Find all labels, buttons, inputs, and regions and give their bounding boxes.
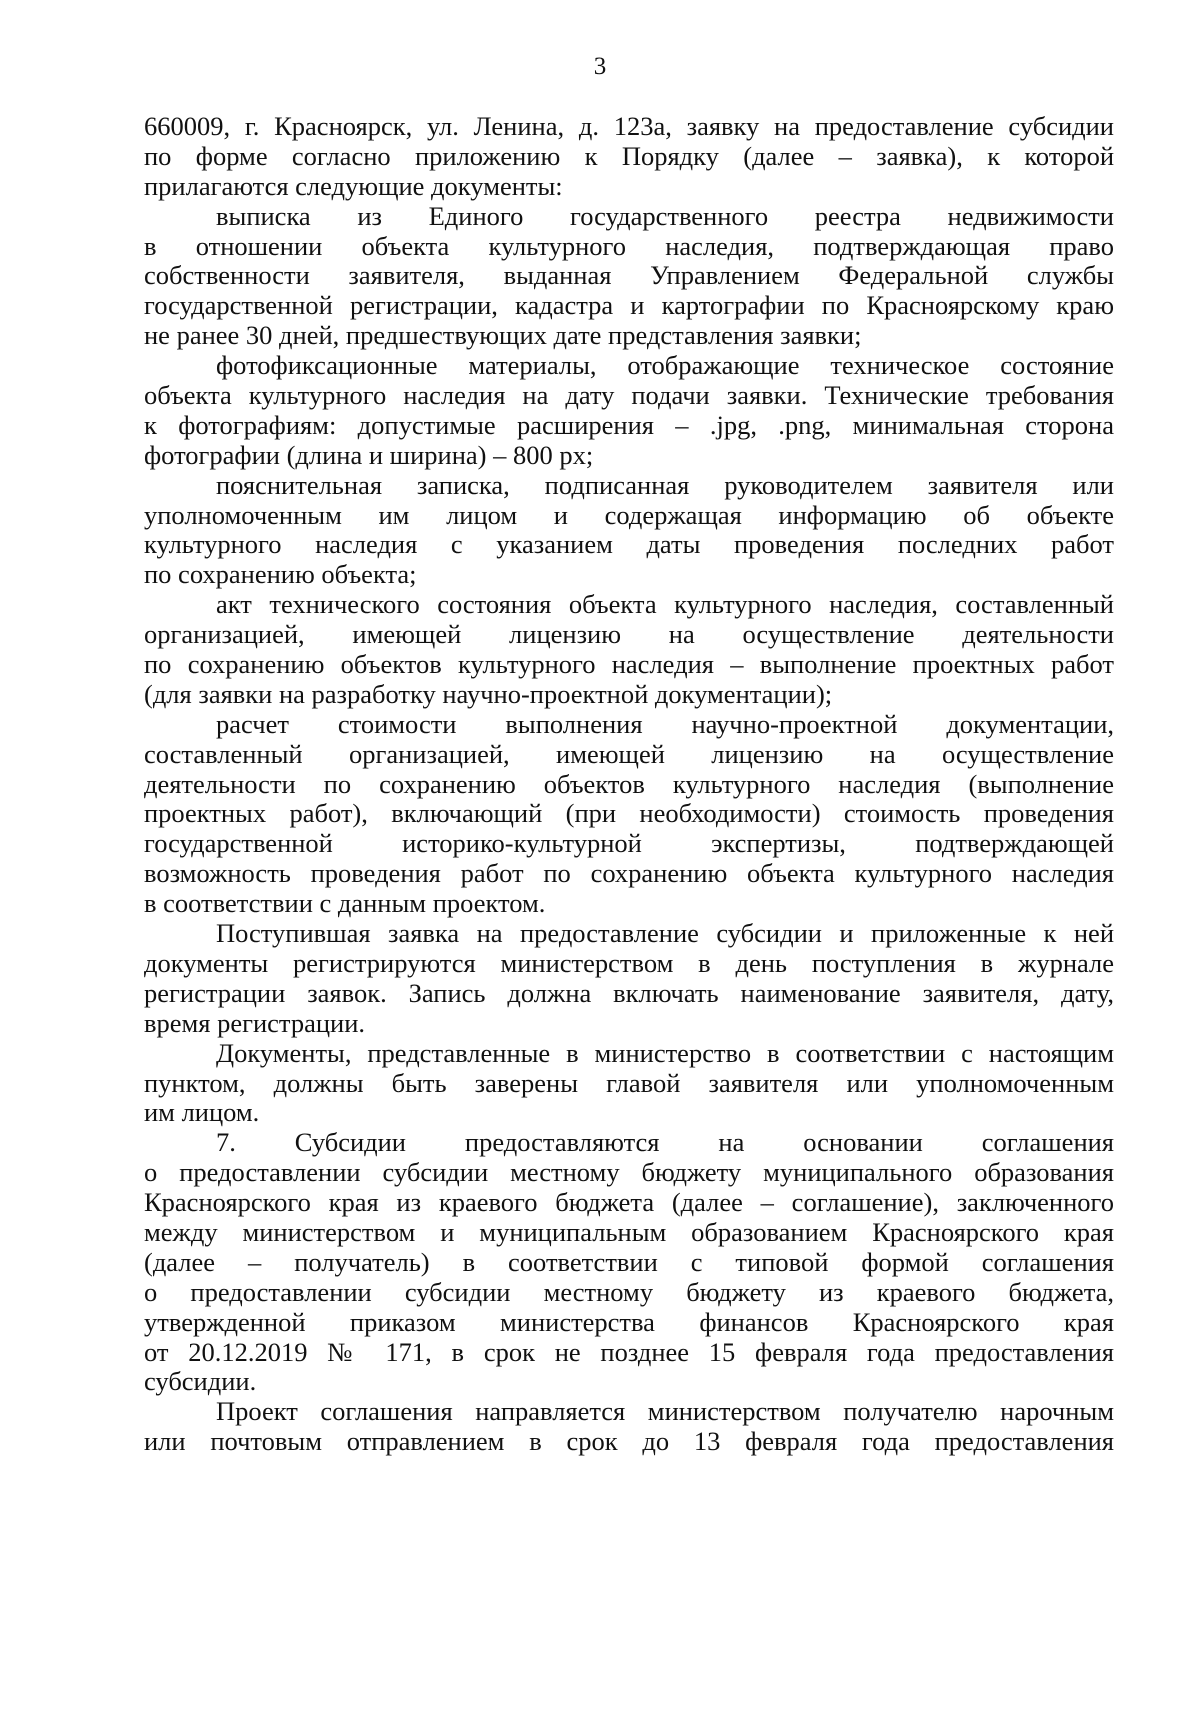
text-line: о предоставлении субсидии местному бюджету из краевого бюджета, — [144, 1277, 1114, 1307]
text-line: возможность проведения работ по сохранению объекта культурного наследия — [144, 859, 1114, 889]
paragraph-estimate — [144, 710, 1114, 919]
text-line: фотофиксационные материалы, отображающие техническое состояние — [216, 351, 1114, 381]
text-line: по сохранению объекта; — [144, 560, 417, 590]
text-line: о предоставлении субсидии местному бюджету муниципального образования — [144, 1158, 1114, 1188]
text-line: организацией, имеющей лицензию на осуществление деятельности — [144, 620, 1114, 650]
text-line: регистрации заявок. Запись должна включать наименование заявителя, дату, — [144, 978, 1114, 1008]
text-line: документы регистрируются министерством в день поступления в журнале — [144, 948, 1114, 978]
text-line: от 20.12.2019 № 171, в срок не позднее 15 февраля года предоставления — [144, 1337, 1114, 1367]
text-line: по сохранению объектов культурного наследия – выполнение проектных работ — [144, 650, 1114, 680]
page-number: 3 — [593, 53, 607, 80]
text-line: (для заявки на разработку научно-проектной документации); — [144, 679, 833, 709]
paragraph-extract — [144, 202, 1114, 351]
text-line: государственной историко-культурной экспертизы, подтверждающей — [144, 829, 1114, 859]
text-line: прилагаются следующие документы: — [144, 171, 563, 201]
text-line: по форме согласно приложению к Порядку (далее – заявка), к которой — [144, 141, 1114, 171]
paragraph-photos — [144, 351, 1114, 471]
paragraph-draft-agreement — [144, 1397, 1114, 1457]
paragraph-registration — [144, 919, 1114, 1039]
paragraph-act — [144, 590, 1114, 710]
paragraph-intro — [144, 112, 1114, 202]
text-line: Красноярского края из краевого бюджета (далее – соглашение), заключенного — [144, 1188, 1114, 1218]
text-line: Документы, представленные в министерство в соответствии с настоящим — [216, 1038, 1114, 1068]
text-line: фотографии (длина и ширина) – 800 px; — [144, 440, 594, 470]
text-line: собственности заявителя, выданная Управлением Федеральной службы — [144, 261, 1114, 291]
text-line: 660009, г. Красноярск, ул. Ленина, д. 123а, заявку на предоставление субсидии — [144, 112, 1114, 141]
text-line: Проект соглашения направляется министерством получателю нарочным — [216, 1397, 1114, 1427]
text-line: пунктом, должны быть заверены главой заявителя или уполномоченным — [144, 1068, 1114, 1098]
paragraph-certification — [144, 1039, 1114, 1129]
text-line: деятельности по сохранению объектов культурного наследия (выполнение — [144, 769, 1114, 799]
text-line: не ранее 30 дней, предшествующих дате представления заявки; — [144, 321, 862, 351]
text-line: пояснительная записка, подписанная руководителем заявителя или — [216, 470, 1114, 500]
text-line: выписка из Единого государственного реестра недвижимости — [216, 201, 1114, 231]
text-line: им лицом. — [144, 1098, 260, 1128]
paragraph-item-7 — [144, 1128, 1114, 1397]
text-line: культурного наследия с указанием даты проведения последних работ — [144, 530, 1114, 560]
text-line: проектных работ), включающий (при необходимости) стоимость проведения — [144, 799, 1114, 829]
text-line: (далее – получатель) в соответствии с типовой формой соглашения — [144, 1247, 1114, 1277]
text-line: уполномоченным им лицом и содержащая информацию об объекте — [144, 500, 1114, 530]
text-line: акт технического состояния объекта культурного наследия, составленный — [216, 590, 1114, 620]
text-line: утвержденной приказом министерства финансов Красноярского края — [144, 1307, 1114, 1337]
text-line: или почтовым отправлением в срок до 13 февраля года предоставления — [144, 1427, 1114, 1457]
text-line: между министерством и муниципальным образованием Красноярского края — [144, 1217, 1114, 1247]
text-line: 7. Субсидии предоставляются на основании соглашения — [216, 1128, 1114, 1158]
text-line: время регистрации. — [144, 1008, 366, 1038]
text-line: государственной регистрации, кадастра и картографии по Красноярскому краю — [144, 291, 1114, 321]
text-line: субсидии. — [144, 1367, 257, 1397]
text-line: к фотографиям: допустимые расширения – .jpg, .png, минимальная сторона — [144, 410, 1114, 440]
document-body — [144, 112, 1114, 1457]
text-line: составленный организацией, имеющей лицензию на осуществление — [144, 739, 1114, 769]
text-line: объекта культурного наследия на дату подачи заявки. Технические требования — [144, 381, 1114, 411]
text-line: в соответствии с данным проектом. — [144, 889, 546, 919]
text-line: расчет стоимости выполнения научно-проектной документации, — [216, 709, 1114, 739]
text-line: в отношении объекта культурного наследия, подтверждающая право — [144, 231, 1114, 261]
text-line: Поступившая заявка на предоставление субсидии и приложенные к ней — [216, 919, 1114, 949]
paragraph-note — [144, 471, 1114, 591]
